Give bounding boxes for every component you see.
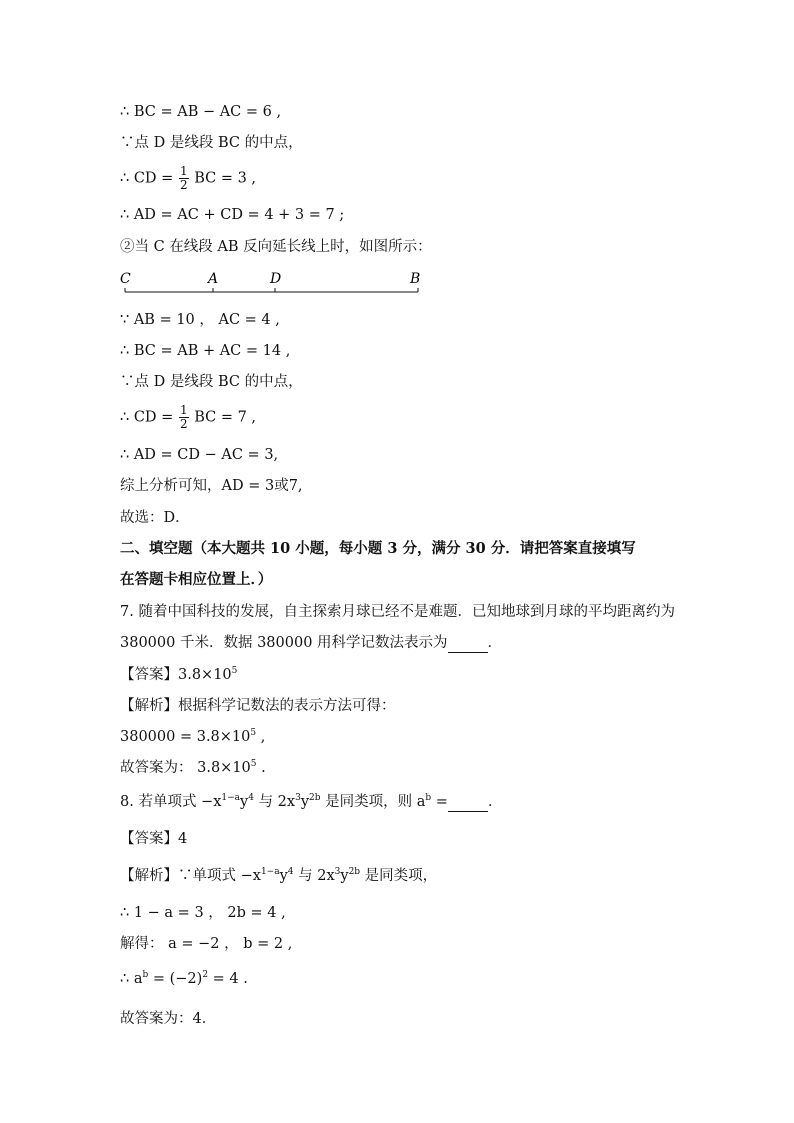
answer-label: 【答案】 (120, 831, 178, 847)
exponent: 5 (231, 666, 238, 677)
exponent: 3 (295, 793, 301, 804)
text-fragment: 是同类项， (360, 868, 438, 884)
text-fragment: 故答案为： 3.8×10 (120, 760, 251, 776)
exponent: 4 (287, 867, 294, 878)
exponent: b (425, 793, 432, 804)
question-8-final: 故答案为：4． (120, 1011, 217, 1027)
exponent: 2b (348, 867, 361, 878)
exponent: b (142, 970, 149, 981)
solution-line: ∴ BC = AB − AC = 6 , (120, 104, 282, 120)
text-fragment: 380000 = 3.8×10 (120, 729, 251, 745)
exponent: 1−a (221, 793, 241, 804)
point-label-b: B (410, 271, 421, 287)
fraction-denominator: 2 (179, 178, 188, 192)
section-heading: 在答题卡相应位置上．） (120, 571, 273, 588)
answer-blank (448, 638, 488, 653)
solution-line: 故选：D． (120, 510, 190, 526)
text-fragment: 根据科学记数法的表示方法可得： (178, 698, 396, 714)
fraction (179, 404, 189, 431)
text-fragment: y (300, 794, 310, 810)
text-fragment: ∴ CD = (120, 170, 174, 187)
question-7-equation (120, 727, 265, 747)
solution-line-fraction (120, 165, 256, 192)
solution-line: 解得： a = −2 ， b = 2 , (120, 936, 293, 952)
text-fragment: . (256, 760, 266, 776)
solution-line: ②当 C 在线段 AB 反向延长线上时，如图所示： (120, 239, 432, 255)
text-fragment: y (240, 794, 249, 810)
text-fragment: = (−2) (148, 971, 203, 987)
question-7-text: 7. 随着中国科技的发展，自主探索月球已经不是难题．已知地球到月球的平均距离约为 (120, 604, 675, 620)
fraction-numerator: 1 (179, 164, 188, 178)
solution-line: ∴ 1 − a = 3 ， 2b = 4 , (120, 905, 286, 921)
analysis-label: 【解析】 (120, 868, 178, 884)
text-fragment: 是同类项，则 a (320, 794, 426, 810)
exponent: 3 (334, 867, 341, 878)
text-fragment: BC = 3 , (194, 170, 257, 187)
text-fragment: 与 2x (293, 868, 335, 884)
text-fragment: y (340, 868, 349, 884)
text-fragment: BC = 7 , (194, 409, 257, 426)
exponent: 5 (250, 759, 257, 770)
analysis-label: 【解析】 (120, 698, 178, 714)
section-heading: 二、填空题（本大题共 10 小题，每小题 3 分，满分 30 分．请把答案直接填写 (120, 540, 636, 557)
question-8-answer (120, 829, 187, 849)
answer-label: 【答案】 (120, 667, 178, 683)
solution-line: ∴ BC = AB + AC = 14 , (120, 343, 291, 359)
line-segment-diagram (115, 268, 435, 298)
question-8-text (120, 792, 502, 812)
solution-line: ∵点 D 是线段 BC 的中点， (120, 135, 303, 151)
point-label-c: C (120, 271, 131, 287)
fraction (179, 165, 189, 192)
point-label-a: A (208, 271, 219, 287)
text-fragment: ∴ a (120, 971, 143, 987)
question-8-analysis (120, 866, 437, 886)
question-7-answer (120, 665, 237, 685)
text-fragment: = 4 . (208, 971, 248, 987)
solution-line: ∴ AD = AC + CD = 4 + 3 = 7 ; (120, 207, 345, 223)
fraction-denominator: 2 (179, 417, 188, 431)
exponent: 2b (309, 793, 321, 804)
text-fragment: 与 2x (253, 794, 296, 810)
text-fragment: 3.8×10 (178, 667, 232, 683)
text-fragment: y (279, 868, 288, 884)
solution-line-fraction (120, 404, 256, 431)
text-fragment: , (256, 729, 266, 745)
fraction-numerator: 1 (179, 403, 188, 417)
solution-line: ∵点 D 是线段 BC 的中点， (120, 374, 303, 390)
exponent: 2 (202, 970, 209, 981)
solution-line: ∵ AB = 10 ， AC = 4 , (120, 312, 280, 328)
text-fragment: 8. 若单项式 −x (120, 794, 222, 810)
question-7-analysis (120, 696, 396, 716)
exponent: 5 (250, 728, 257, 739)
text-fragment: = (431, 794, 448, 810)
solution-line: 综上分析可知，AD = 3或7, (120, 478, 303, 494)
text-fragment: ∴ CD = (120, 409, 174, 426)
exponent: 4 (248, 793, 254, 804)
question-7-final (120, 758, 266, 778)
text-fragment: 4 (178, 831, 188, 847)
solution-line: ∴ AD = CD − AC = 3, (120, 447, 279, 463)
text-fragment: 380000 千米．数据 380000 用科学记数法表示为 (120, 635, 448, 651)
text-fragment: ∵单项式 −x (178, 868, 261, 884)
solution-line (120, 969, 248, 989)
question-7-text (120, 633, 502, 653)
answer-blank (448, 797, 488, 812)
point-label-d: D (270, 271, 282, 287)
text-fragment: ． (487, 635, 503, 651)
exponent: 1−a (260, 867, 280, 878)
text-fragment: ． (487, 794, 503, 810)
